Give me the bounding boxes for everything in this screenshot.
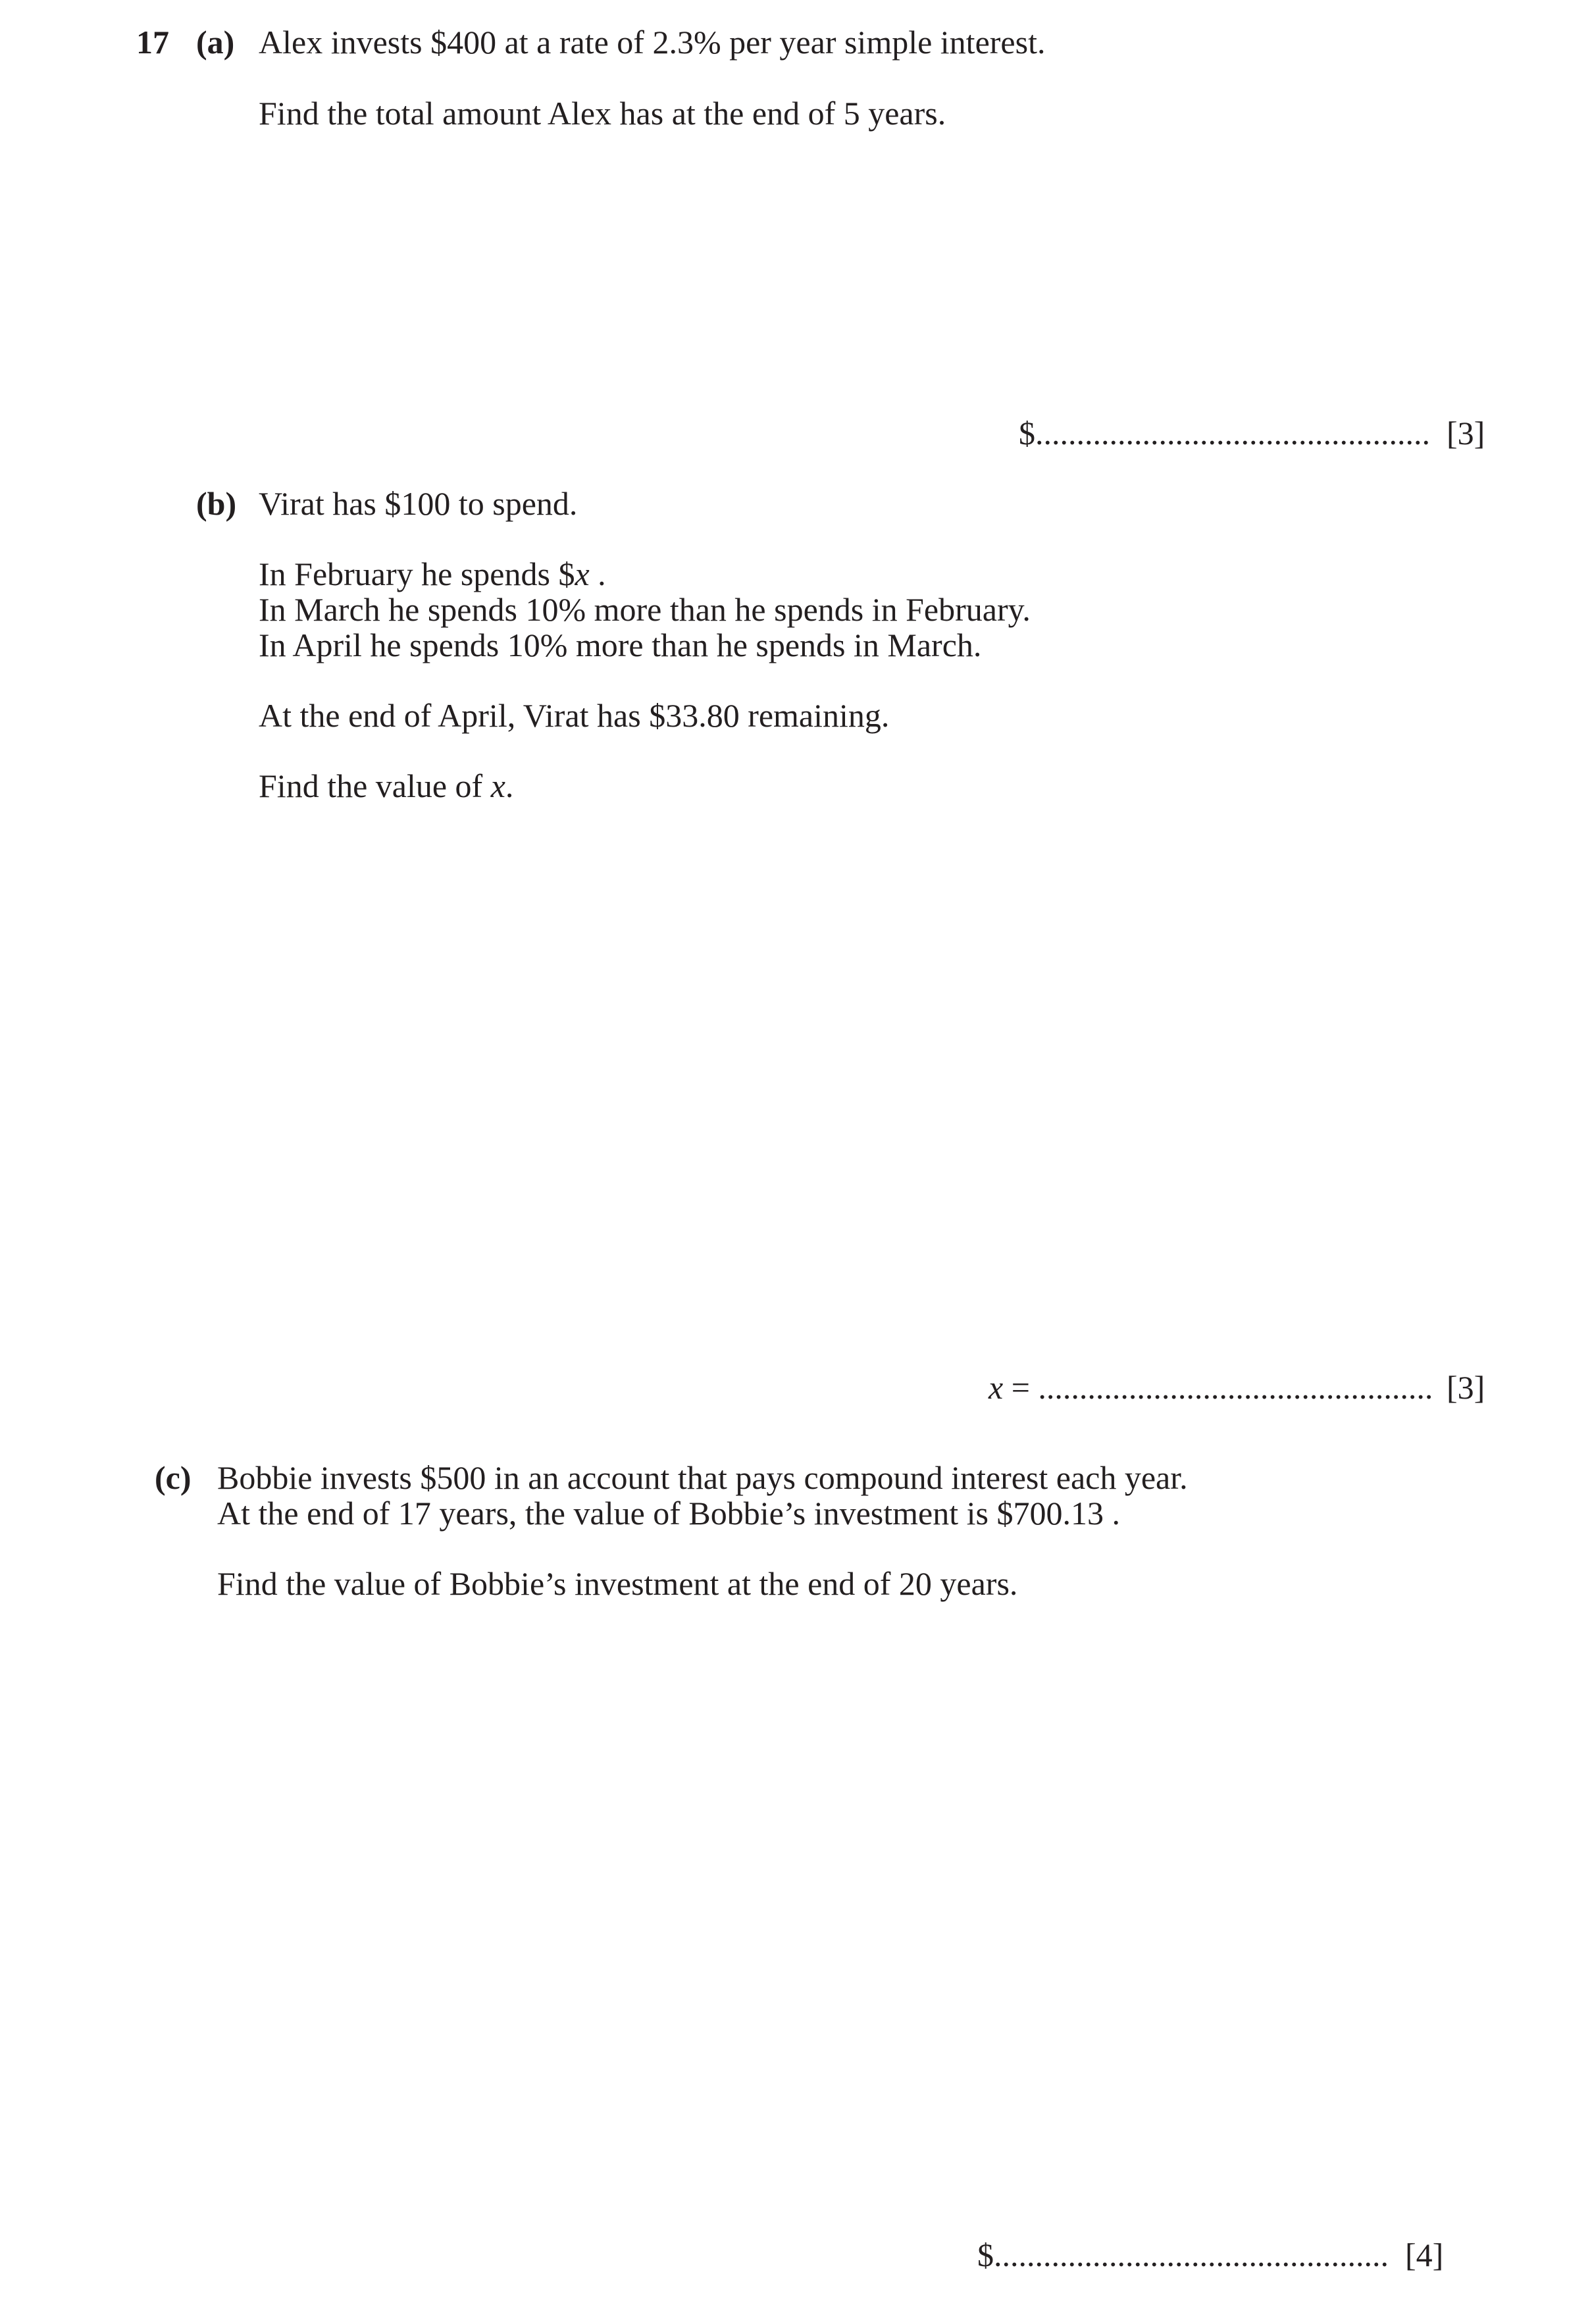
answer-dotted-line: ................................................ <box>1035 415 1430 452</box>
answer-dotted-line: ................................................ <box>1038 1369 1433 1406</box>
part-c-intro: Bobbie invests $500 in an account that pays compound interest each year. <box>217 1459 1188 1496</box>
part-b-february <box>259 555 606 592</box>
part-b-april: In April he spends 10% more than he spends in March. <box>259 627 982 663</box>
february-text: In February he spends $ <box>259 555 575 592</box>
part-b-march: In March he spends 10% more than he spends in February. <box>259 591 1031 628</box>
dollar-sign: $ <box>977 2236 994 2273</box>
part-b-instruction <box>259 767 513 804</box>
answer-variable-x: x <box>989 1369 1004 1406</box>
part-c-answer-line[interactable] <box>977 2236 1389 2273</box>
equals-sign: = <box>1003 1369 1039 1406</box>
part-a-label: (a) <box>196 24 235 61</box>
part-a-answer-line[interactable] <box>1019 415 1430 452</box>
find-value-end: . <box>505 767 514 804</box>
part-b-label: (b) <box>196 485 237 522</box>
part-c-value: At the end of 17 years, the value of Bobbie’s investment is $700.13 . <box>217 1495 1120 1532</box>
part-c-label: (c) <box>155 1459 192 1496</box>
part-b-marks: [3] <box>1447 1369 1485 1406</box>
part-b-intro: Virat has $100 to spend. <box>259 485 578 522</box>
part-b-answer-line[interactable] <box>989 1369 1433 1406</box>
part-a-instruction: Find the total amount Alex has at the end of 5 years. <box>259 95 946 132</box>
variable-x: x <box>490 767 505 804</box>
part-c-instruction: Find the value of Bobbie’s investment at the end of 20 years. <box>217 1565 1018 1602</box>
part-b-remaining: At the end of April, Virat has $33.80 remaining. <box>259 697 890 734</box>
answer-dotted-line: ................................................ <box>994 2236 1389 2273</box>
dollar-sign: $ <box>1019 415 1035 452</box>
variable-x: x <box>575 555 590 592</box>
part-a-question-text: Alex invests $400 at a rate of 2.3% per year simple interest. <box>259 24 1046 61</box>
february-end: . <box>589 555 606 592</box>
find-value-text: Find the value of <box>259 767 491 804</box>
part-a-marks: [3] <box>1447 415 1485 452</box>
part-c-marks: [4] <box>1405 2236 1444 2273</box>
question-number: 17 <box>136 24 169 61</box>
